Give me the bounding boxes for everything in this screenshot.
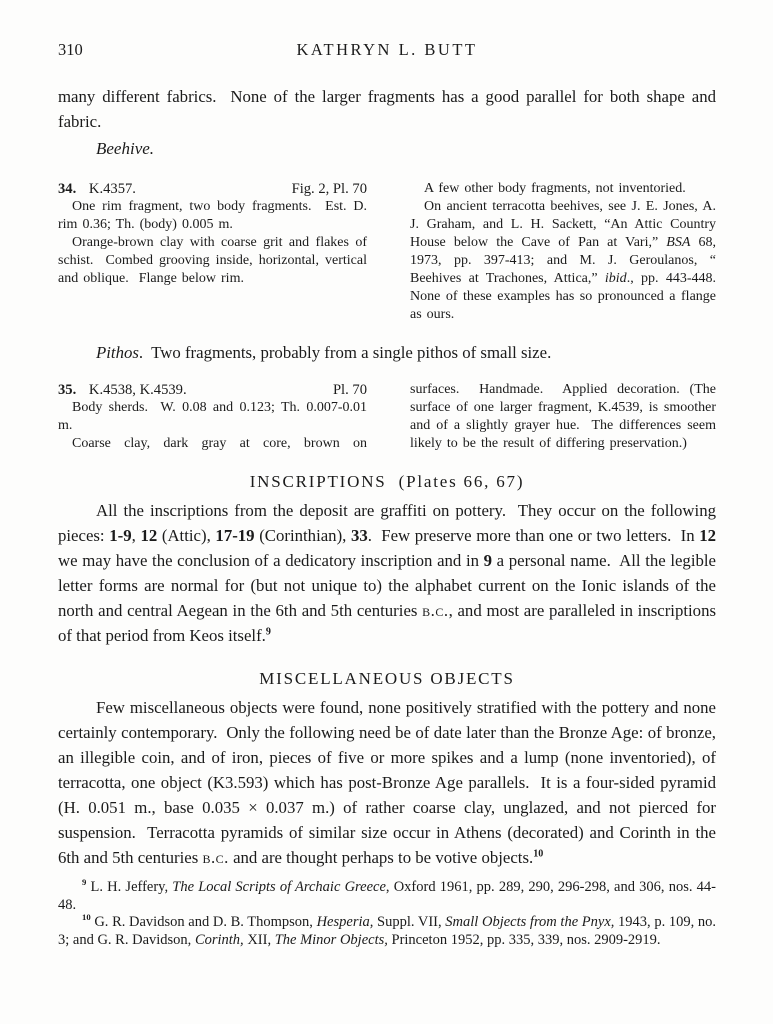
catalog-entry-34: [58, 180, 726, 324]
entry-34-description-paragraph: One rim fragment, two body fragments. Est. D. rim 0.36; Th. (body) 0.005 m.: [58, 199, 372, 232]
entry-35-left-column: [58, 381, 372, 453]
beehive-label: Beehive.: [96, 139, 155, 158]
entry-34-left-column: [58, 180, 372, 324]
running-head: KATHRYN L. BUTT: [296, 40, 478, 59]
entry-34-right-column: [410, 180, 726, 324]
pithos-paragraph: Pithos. Two fragments, probably from a single pithos of small size.: [96, 343, 552, 362]
entry-34-references-paragraph: On ancient terracotta beehives, see J. E. Jones, A. J. Graham, and L. H. Sackett, “An Attic Country House below the Cave of Pan at Vari,” BSA 68, 1973, pp. 397-413; and M. J. Geroulanos, “ Beehives at Trachones, Attica,” ibid., pp. 443-448. None of these examples has so pronounced a flange as ours.: [410, 199, 726, 322]
catalog-entry-35: [58, 381, 721, 453]
entry-35-number: 35.: [58, 382, 77, 398]
miscellaneous-objects-paragraph: Few miscellaneous objects were found, none positively stratified with the pottery and none certainly contemporary. Only the following need be of date later than the Bronze Age: of bronze, an illegible coin, and of iron, pieces of five or more spikes and a lump (none inventoried), of terracotta, one object (K3.593) which has post-Bronze Age parallels. It is a four-sided pyramid (H. 0.051 m., base 0.035 × 0.037 m.) of rather coarse clay, unglazed, and not pierced for suspension. Terracotta pyramids of similar size occur in Athens (decorated) and Corinth in the 6th and 5th centuries b.c. and are thought perhaps to be votive objects.$^{10}$: [58, 698, 721, 867]
entry-35-inventory-id: K.4538, K.4539.: [88, 382, 187, 398]
entry-35-continuation-paragraph: surfaces. Handmade. Applied decoration. (The surface of one larger fragment, K.4539, is smoother and of a slightly grayer hue. The differences seem likely to be the result of differing preservation.): [410, 382, 721, 451]
footnote-9: $^9$ L. H. Jeffery, The Local Scripts of Archaic Greece, Oxford 1961, pp. 289, 290, 296-298, and 306, nos. 44-48.: [58, 877, 716, 913]
inscriptions-paragraph: All the inscriptions from the deposit are graffiti on pottery. They occur on the following pieces: 1-9, 12 (Attic), 17-19 (Corinthian), 33. Few preserve more than one or two letters. In 12 we may have the conclusion of a dedicatory inscription and in 9 a personal name. All the legible letter forms are normal for (but not unique to) the alphabet current on the Ionic islands of the north and central Aegean in the 6th and 5th centuries b.c., and most are paralleled in inscriptions of that period from Keos itself.$^9$: [58, 501, 721, 645]
page-number: 310: [58, 40, 83, 59]
entry-34-label: [58, 180, 136, 198]
entry-34-head: [58, 180, 367, 198]
footnotes-block: [58, 877, 720, 949]
miscellaneous-objects-heading: MISCELLANEOUS OBJECTS: [259, 669, 515, 688]
entry-35-label: [58, 381, 187, 399]
entry-35-plate-ref: Pl. 70: [332, 382, 367, 398]
footnote-10: $^{10}$ G. R. Davidson and D. B. Thompson, Hesperia, Suppl. VII, Small Objects from the Pnyx, 1943, p. 109, no. 3; and G. R. Davidson, Corinth, XII, The Minor Objects, Princeton 1952, pp. 335, 339, nos. 2909-2919.: [58, 912, 720, 948]
entry-35-fabric-paragraph: Coarse clay, dark gray at core, brown on: [72, 436, 367, 451]
page-header: [58, 40, 716, 60]
entry-34-inventory-id: K.4357.: [88, 181, 136, 197]
intro-paragraph: many different fabrics. None of the larger fragments has a good parallel for both shape and fabric.: [58, 87, 721, 131]
entry-34-number: 34.: [58, 181, 77, 197]
inscriptions-heading: INSCRIPTIONS (Plates 66, 67): [249, 472, 525, 491]
entry-34-fabric-paragraph: Orange-brown clay with coarse grit and flakes of schist. Combed grooving inside, horizontal, vertical and oblique. Flange below rim.: [58, 235, 372, 286]
entry-34-plate-ref: Fig. 2, Pl. 70: [291, 181, 367, 197]
entry-35-head: [58, 381, 367, 399]
entry-34-note-paragraph: A few other body fragments, not inventoried.: [424, 181, 686, 196]
entry-35-description-paragraph: Body sherds. W. 0.08 and 0.123; Th. 0.007-0.01 m.: [58, 400, 372, 433]
entry-35-right-column: [410, 381, 721, 453]
